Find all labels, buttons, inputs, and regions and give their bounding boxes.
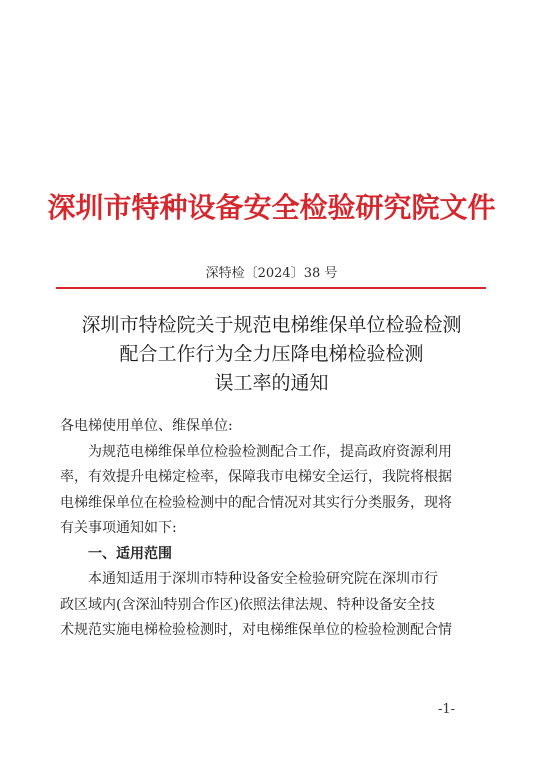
notice-title-line: 配合工作行为全力压降电梯检验检测 — [119, 343, 424, 365]
notice-title-line: 误工率的通知 — [214, 372, 329, 394]
salutation: 各电梯使用单位、维保单位: — [60, 418, 233, 434]
body-text — [60, 414, 484, 644]
document-number: 深特检〔2024〕38 号 — [205, 266, 338, 281]
section-heading: 一、适用范围 — [88, 545, 172, 562]
red-divider-line — [56, 287, 486, 289]
org-header-title: 深圳市特种设备安全检验研究院文件 — [47, 191, 496, 224]
notice-title-line: 深圳市特检院关于规范电梯维保单位检验检测 — [81, 314, 462, 336]
notice-title — [0, 311, 543, 398]
paragraph-line: 率，有效提升电梯定检率，保障我市电梯安全运行，我院将根据 — [60, 469, 452, 485]
paragraph-line: 术规范实施电梯检验检测时，对电梯维保单位的检验检测配合情 — [60, 622, 452, 638]
paragraph-line: 本通知适用于深圳市特种设备安全检验研究院在深圳市行 — [88, 571, 438, 587]
paragraph-line: 有关事项通知如下: — [60, 520, 177, 536]
page-number: -1- — [438, 702, 456, 717]
paragraph-line: 为规范电梯维保单位检验检测配合工作，提高政府资源利用 — [88, 443, 452, 460]
paragraph-line: 电梯维保单位在检验检测中的配合情况对其实行分类服务，现将 — [60, 494, 452, 511]
paragraph-line: 政区域内(含深汕特别合作区)依照法律法规、特种设备安全技 — [60, 596, 435, 613]
